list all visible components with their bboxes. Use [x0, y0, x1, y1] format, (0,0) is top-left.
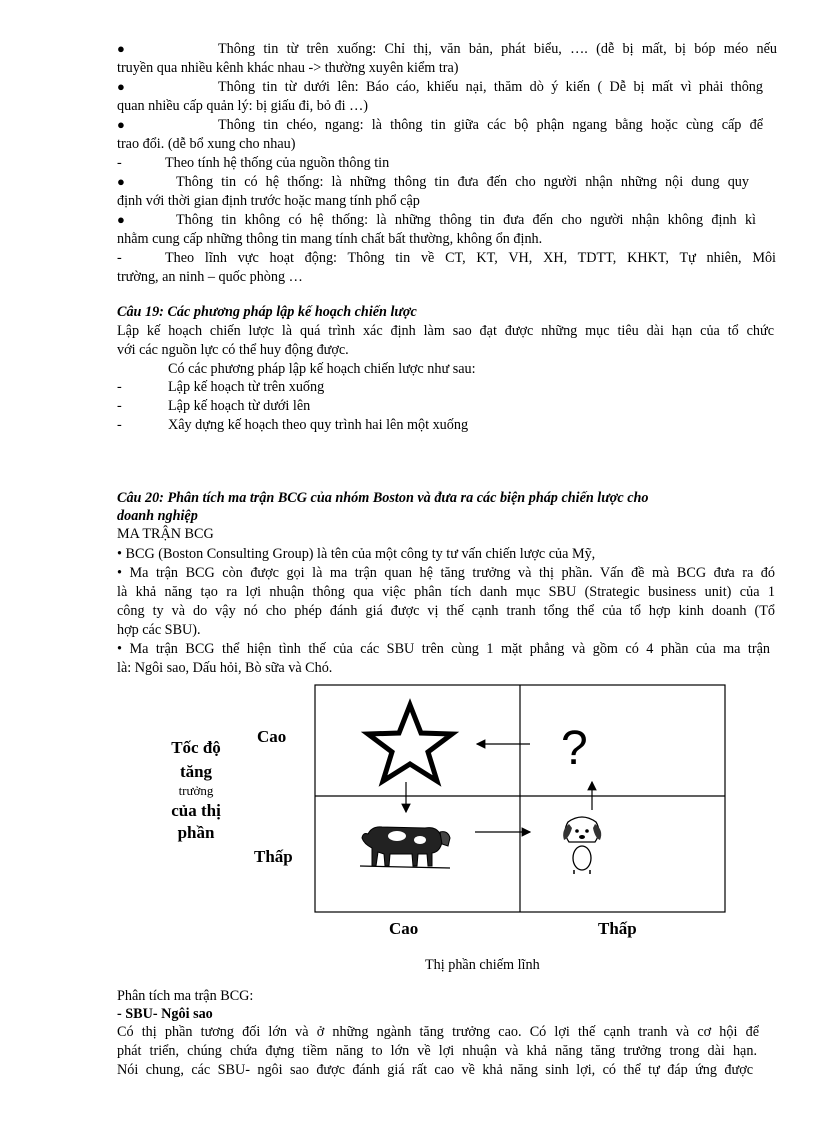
question-20-title-line-1: Câu 20: Phân tích ma trận BCG của nhóm Boston và đưa ra các biện pháp chiến lược cho	[117, 490, 649, 506]
y-axis-title-line: trưởng	[178, 783, 214, 798]
info-bullet-2-tail: quan nhiều cấp quản lý: bị giấu đi, bỏ đi …)	[117, 98, 368, 114]
bcg-paragraph-3-line: • Ma trận BCG thể hiện tình thế của các SBU trên cùng 1 mặt phẳng và gồm có 4 phần của ma trận	[117, 641, 770, 657]
y-axis-title-line: tăng	[179, 762, 213, 781]
x-axis-low-label: Thấp	[598, 919, 637, 938]
y-axis-low-label: Thấp	[254, 847, 293, 866]
bcg-matrix-graphic	[150, 682, 750, 982]
bcg-paragraph-3-line: là: Ngôi sao, Dấu hỏi, Bò sữa và Chó.	[117, 660, 333, 676]
info-bullet-1-head: Thông tin từ trên xuống: Chỉ thị, văn bản, phát biểu, …. (dễ bị mất, bị bóp méo nếu	[218, 41, 777, 57]
q19-list-item: Xây dựng kế hoạch theo quy trình hai lên một xuống	[168, 417, 469, 433]
info-bullet-4-tail: định với thời gian định trước hoặc mang tính phổ cập	[117, 193, 420, 209]
question-20-title-line-2: doanh nghiệp	[117, 508, 198, 524]
y-axis-title-line: của thị	[171, 801, 221, 820]
info-bullet-5-tail: nhằm cung cấp những thông tin mang tính chất bất thường, không ổn định.	[117, 231, 543, 247]
bullet-icon: ●	[117, 117, 125, 132]
bullet-icon: ●	[117, 212, 125, 227]
bullet-icon: ●	[117, 41, 125, 56]
info-bullet-4-head: Thông tin có hệ thống: là những thông tin đưa đến cho người nhận những nội dung quy	[176, 174, 749, 190]
question-19-title: Câu 19: Các phương pháp lập kế hoạch chiến lược	[117, 304, 417, 320]
analysis-line: phát triển, chúng chứa đựng tiềm năng to lớn về lợi nhuận và khả năng tăng trưởng trong dài hạn.	[117, 1043, 757, 1059]
star-subheading: - SBU- Ngôi sao	[117, 1006, 213, 1022]
info-bullet-5-head: Thông tin không có hệ thống: là những thông tin đưa đến cho người nhận không định kì	[176, 212, 756, 228]
info-dash-1: Theo tính hệ thống của nguồn thông tin	[165, 155, 390, 171]
bullet-icon: ●	[117, 79, 125, 94]
q19-list-item: Lập kế hoạch từ dưới lên	[168, 398, 311, 414]
dash-marker: -	[117, 250, 122, 266]
bullet-icon: ●	[117, 174, 125, 189]
bcg-paragraph-2-line: công ty và do vậy nó cho phép đánh giá được vị thế cạnh tranh tổng thể của tổ hợp kinh doanh (Tổ	[117, 603, 775, 619]
bcg-matrix-diagram	[150, 682, 750, 982]
y-axis-high-label: Cao	[257, 727, 287, 746]
q19-list-item: Lập kế hoạch từ trên xuống	[168, 379, 325, 395]
bcg-heading: MA TRẬN BCG	[117, 526, 214, 542]
analysis-line: Có thị phần tương đối lớn và ở những ngành tăng trưởng cao. Có lợi thế cạnh tranh và cơ hội để	[117, 1024, 759, 1040]
q19-paragraph-1-tail: với các nguồn lực có thể huy động được.	[117, 342, 349, 358]
question-mark-icon: ?	[561, 722, 588, 775]
bcg-paragraph-2-line: là khả năng tạo ra lợi nhuận thông qua việc phân tích danh mục SBU (Strategic business unit) của 1	[117, 584, 775, 600]
info-dash-2-head: Theo lĩnh vực hoạt động: Thông tin về CT, KT, VH, XH, TDTT, KHKT, Tự nhiên, Môi	[165, 250, 776, 266]
bcg-paragraph-2-line: hợp các SBU).	[117, 622, 201, 638]
star-icon	[368, 705, 452, 781]
info-bullet-3-head: Thông tin chéo, ngang: là thông tin giữa các bộ phận ngang bằng hoặc cùng cấp để	[218, 117, 763, 133]
info-dash-2-tail: trường, an ninh – quốc phòng …	[117, 269, 303, 285]
bcg-paragraph-2-line: • Ma trận BCG còn được gọi là ma trận quan hệ tăng trưởng và thị phần. Vấn đề mà BCG đưa ra đó	[117, 565, 775, 581]
dash-marker: -	[117, 379, 122, 395]
x-axis-caption: Thị phần chiếm lĩnh	[425, 957, 540, 973]
dash-marker: -	[117, 417, 122, 433]
y-axis-title-line: Tốc độ	[171, 738, 221, 757]
info-bullet-2-head: Thông tin từ dưới lên: Báo cáo, khiếu nại, thăm dò ý kiến ( Dễ bị mất vì phải thông	[218, 79, 763, 95]
info-bullet-1-tail: truyền qua nhiều kênh khác nhau -> thường xuyên kiểm tra)	[117, 60, 459, 76]
dog-icon	[563, 817, 601, 874]
y-axis-title-line: phần	[177, 823, 215, 842]
cow-icon	[360, 827, 450, 868]
analysis-line: Nói chung, các SBU- ngôi sao được đánh giá rất cao về khả năng sinh lợi, có thể tự đáp ứng được	[117, 1062, 753, 1078]
info-bullet-3-tail: trao đổi. (dễ bổ xung cho nhau)	[117, 136, 296, 152]
bcg-paragraph-1: • BCG (Boston Consulting Group) là tên của một công ty tư vấn chiến lược của Mỹ,	[117, 546, 596, 562]
q19-paragraph-1-head: Lập kế hoạch chiến lược là quá trình xác định làm sao đạt được những mục tiêu dài hạn của tổ chức	[117, 323, 774, 339]
analysis-intro: Phân tích ma trận BCG:	[117, 988, 254, 1004]
q19-paragraph-2: Có các phương pháp lập kế hoạch chiến lược như sau:	[168, 361, 476, 377]
x-axis-high-label: Cao	[389, 919, 419, 938]
dash-marker: -	[117, 155, 122, 171]
dash-marker: -	[117, 398, 122, 414]
